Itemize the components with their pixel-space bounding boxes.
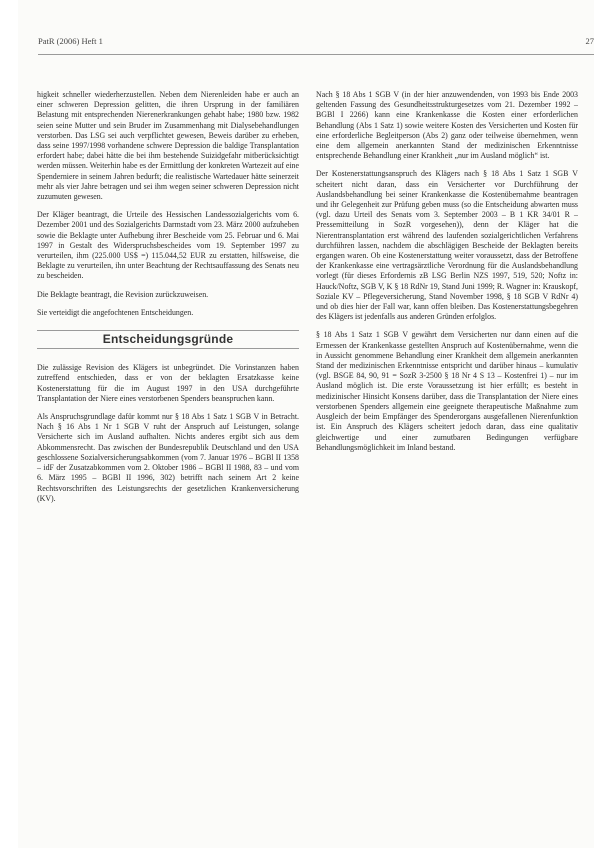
right-column [316,90,578,461]
paragraph: Sie verteidigt die angefochtenen Entscheidungen. [37,307,194,317]
document-page [18,0,594,848]
paragraph: higkeit schneller wiederherzustellen. Neben dem Nierenleiden habe er auch an einer schweren Depression gelitten, die ihren Ursprung in der familiären Belastung mit entsprechenden Nierenerkrankungen gehabt habe; 1980 bzw. 1982 seien seine Mutter und sein Bruder im Zusammenhang mit Dialysebehandlungen verstorben. Das LSG sei auch verpflichtet gewesen, Beweis darüber zu erheben, dass seine 1997/1998 vorhandene schwere Depression die baldige Transplantation erfordert habe; dabei hätte die bei ihm bestehende Suizidgefahr mitberücksichtigt werden müssen. Weiterhin habe es der Ermittlung der konkreten Wartezeit auf eine Spenderniere in seinem Jahren bedurft; die realistische Wartedauer hätte seinerzeit mehr als vier Jahre betragen und sei ihm wegen seiner schweren Depression nicht zuzumuten gewesen. [37,90,299,202]
paragraph: Die zulässige Revision des Klägers ist unbegründet. Die Vorinstanzen haben zutreffend entschieden, dass er von der beklagten Ersatzkasse keine Kostenerstattung für die im August 1997 in den USA durchgeführte Transplantation der Niere eines verstorbenen Spenders beanspruchen kann. [37,363,299,403]
paragraph: Die Beklagte beantragt, die Revision zurückzuweisen. [37,289,209,299]
paragraph: § 18 Abs 1 Satz 1 SGB V gewährt dem Versicherten nur dann einen auf die Ermessen der Krankenkasse gestellten Anspruch auf Kostenübernahme, wenn die in Aussicht genommene Behandlung einer Krankheit dem allgemein anerkannten Stand der medizinischen Erkenntnisse entspricht und darüber hinaus – kumulativ (vgl. BSGE 84, 90, 91 = SozR 3-2500 § 18 Nr 4 S 13 – Kostenfrei 1) – nur im Ausland möglich ist. Die erste Voraussetzung ist hier erfüllt; es besteht in medizinischer Hinsicht Konsens darüber, dass die Transplantation der Niere eines verstorbenen Spenders allgemein eine geeignete therapeutische Maßnahme zum Ausgleich der beim Empfänger des Spenderorgans ausgefallenen Nierenfunktion ist. Ein Anspruch des Klägers scheitert jedoch daran, dass eine qualitativ gleichwertige und einer zumutbaren Bedingungen verfügbare Behandlungsmöglichkeit im Inland bestand. [316,330,578,452]
page-number: 27 [585,36,594,46]
page-header [38,36,594,52]
paragraph: Der Kläger beantragt, die Urteile des Hessischen Landessozialgerichts vom 6. Dezember 2001 und des Sozialgerichts Darmstadt vom 23. März 2000 aufzuheben sowie die Beklagte unter Aufhebung ihrer Bescheide vom 25. Februar und 6. Mai 1997 in Gestalt des Widerspruchsbescheides vom 19. September 1997 zu verurteilen, ihm (225.000 US$ =) 115.044,52 EUR zu erstatten, hilfsweise, die Beklagte zu verurteilen, ihn unter Beachtung der Rechtsauffassung des Senats neu zu bescheiden. [37,210,299,281]
header-divider [38,54,594,55]
paragraph: Als Anspruchsgrundlage dafür kommt nur § 18 Abs 1 Satz 1 SGB V in Betracht. Nach § 16 Abs 1 Nr 1 SGB V ruht der Anspruch auf Leistungen, solange Versicherte sich im Ausland aufhalten. Nichts anderes ergibt sich aus dem Abkommensrecht. Das zwischen der Bundesrepublik Deutschland und den USA geschlossene Sozialversicherungsabkommen (vom 7. Januar 1976 – BGBl II 1358 – idF der Zusatzabkommen vom 2. Oktober 1986 – BGBl II 1988, 83 – und vom 6. März 1995 – BGBl II 1996, 302) betrifft nach seinem Art 2 keine Rechtsvorschriften des Leistungsrechts der gesetzlichen Krankenversicherung (KV). [37,412,299,503]
journal-reference: PatR (2006) Heft 1 [38,36,103,46]
section-heading-box [37,330,299,349]
paragraph: Nach § 18 Abs 1 SGB V (in der hier anzuwendenden, von 1993 bis Ende 2003 geltenden Fassung des Gesundheitsstrukturgesetzes vom 21. Dezember 1992 – BGBl I 2266) kann eine Krankenkasse die Kosten einer erforderlichen Behandlung (Abs 1 Satz 1) sowie weitere Kosten des Versicherten und Kosten für eine erforderliche Begleitperson (Abs 2) ganz oder teilweise übernehmen, wenn eine dem allgemein anerkannten Stand der medizinischen Erkenntnisse entsprechende Behandlung einer Krankheit „nur im Ausland möglich“ ist. [316,90,578,161]
paragraph: Der Kostenerstattungsanspruch des Klägers nach § 18 Abs 1 Satz 1 SGB V scheitert nicht daran, dass ein Versicherter vor Durchführung der Auslandsbehandlung bei seiner Krankenkasse die Kostenübernahme beantragen und ihr Gelegenheit zur Prüfung geben muss (so die Entscheidung abwarten muss (vgl. dazu Urteil des Senats vom 3. September 2003 – B 1 KR 34/01 R – Pressemitteilung in SozR vorgesehen)), denn der Kläger hat die Nierentransplantation erst während des laufenden sozialgerichtlichen Verfahrens durchführen lassen, nachdem die abschlägigen Bescheide der Beklagten bereits ergangen waren. Ob eine Kostenerstattung weiter voraussetzt, dass der Betroffene der Krankenkasse eine vertragsärztliche Verordnung für die Auslandsbehandlung vorlegt (für dieses Erfordernis zB LSG Berlin NZS 1997, 519, 520; Noftz in: Hauck/Noftz, SGB V, K § 18 RdNr 19, Stand Juni 1999; R. Wagner in: Krauskopf, Soziale KV – Pflegeversicherung, Stand November 1998, § 18 SGB V RdNr 4) und ob dies hier der Fall war, kann offen bleiben. Das Kostenerstattungsbegehren des Klägers ist jedenfalls aus anderen Gründen erfolglos. [316,169,578,322]
left-column [37,90,299,512]
section-title: Entscheidungsgründe [102,332,234,347]
